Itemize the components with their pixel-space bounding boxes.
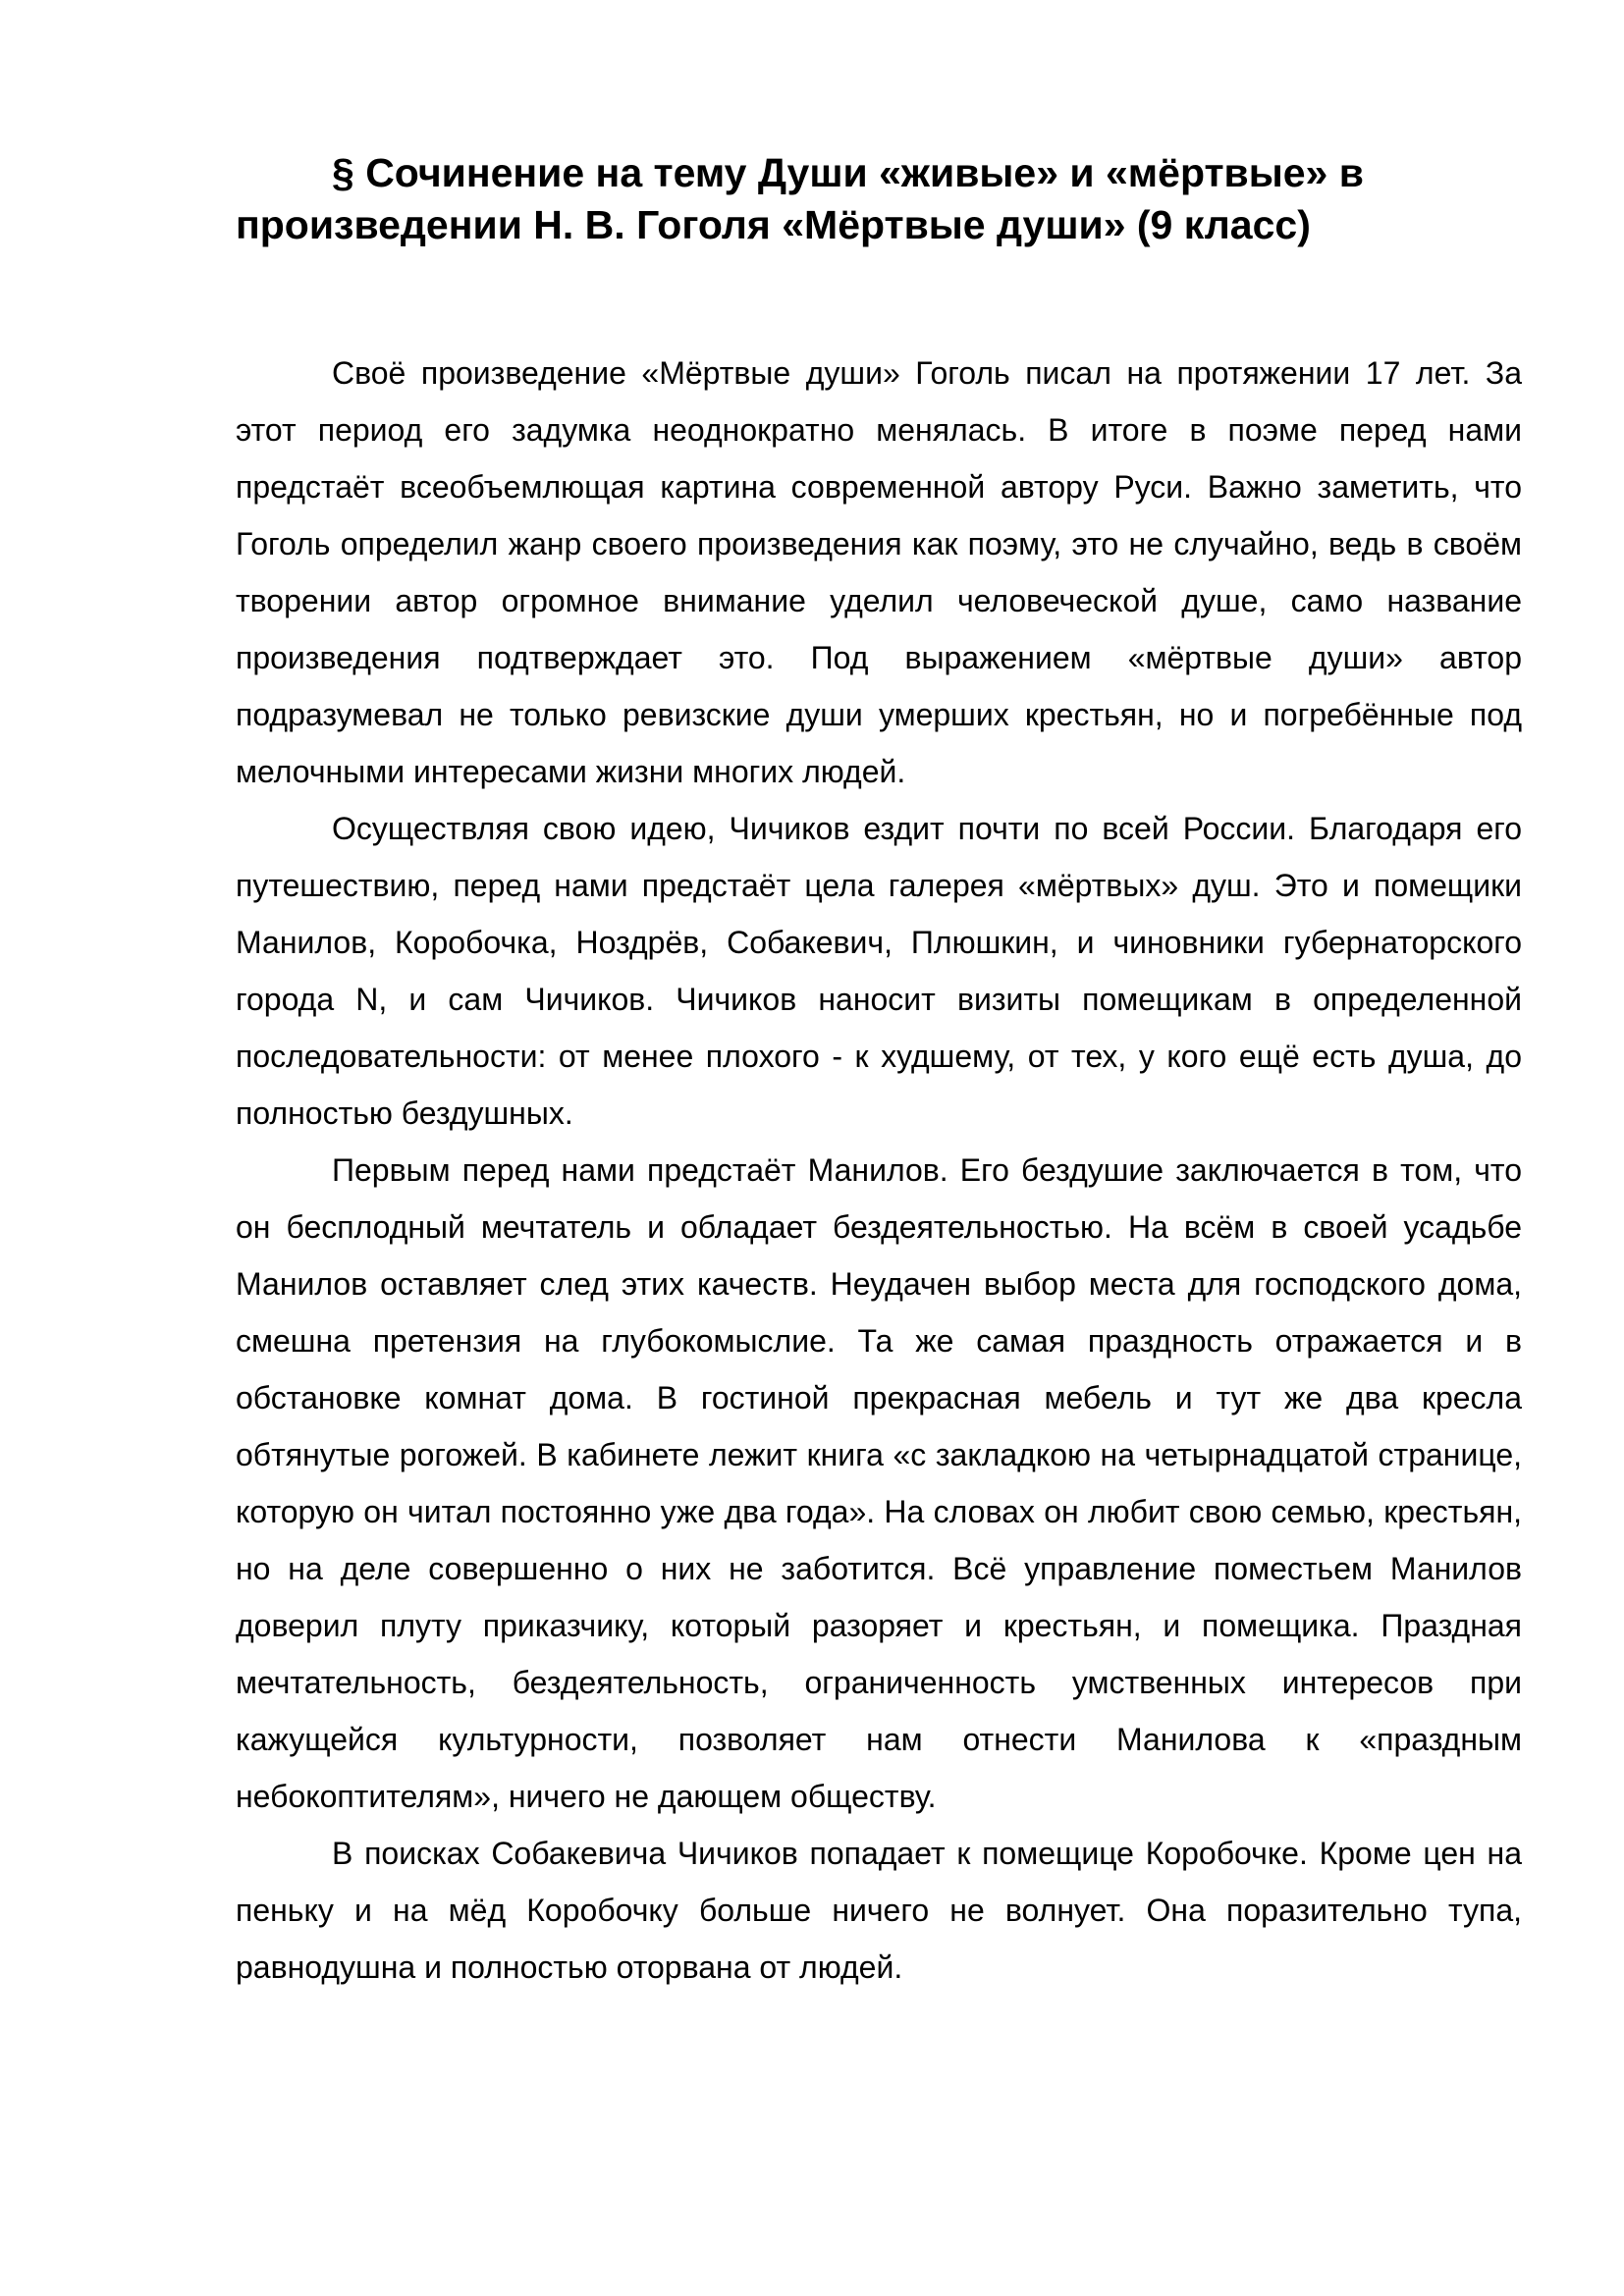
document-body (236, 345, 1522, 1996)
paragraph: Осуществляя свою идею, Чичиков ездит почти по всей России. Благодаря его путешествию, перед нами предстаёт цела галерея «мёртвых» душ. Это и помещики Манилов, Коробочка, Ноздрёв, Собакевич, Плюшкин, и чиновники губернаторского города N, и сам Чичиков. Чичиков наносит визиты помещикам в определенной последовательности: от менее плохого - к худшему, от тех, у кого ещё есть душа, до полностью бездушных. (236, 810, 1522, 1131)
paragraph: В поисках Собакевича Чичиков попадает к помещице Коробочке. Кроме цен на пеньку и на мёд Коробочку больше ничего не волнует. Она поразительно тупа, равнодушна и полностью оторвана от людей. (236, 1835, 1522, 1985)
paragraph: Первым перед нами предстаёт Манилов. Его бездушие заключается в том, что он бесплодный мечтатель и обладает бездеятельностью. На всём в своей усадьбе Манилов оставляет след этих качеств. Неудачен выбор места для господского дома, смешна претензия на глубокомыслие. Та же самая праздность отражается и в обстановке комнат дома. В гостиной прекрасная мебель и тут же два кресла обтянутые рогожей. В кабинете лежит книга «с закладкою на четырнадцатой странице, которую он читал постоянно уже два года». На словах он любит свою семью, крестьян, но на деле совершенно о них не заботится. Всё управление поместьем Манилов доверил плуту приказчику, который разоряет и крестьян, и помещика. Праздная мечтательность, бездеятельность, ограниченность умственных интересов при кажущейся культурности, позволяет нам отнести Манилова к «праздным небокоптителям», ничего не дающем обществу. (236, 1151, 1522, 1814)
document-title: § Сочинение на тему Души «живые» и «мёртвые» в произведении Н. В. Гоголя «Мёртвые души» (9 класс) (236, 150, 1364, 248)
paragraph: Своё произведение «Мёртвые души» Гоголь писал на протяжении 17 лет. За этот период его задумка неоднократно менялась. В итоге в поэме перед нами предстаёт всеобъемлющая картина современной автору Руси. Важно заметить, что Гоголь определил жанр своего произведения как поэму, это не случайно, ведь в своём творении автор огромное внимание уделил человеческой душе, само название произведения подтверждает это. Под выражением «мёртвые души» автор подразумевал не только ревизские души умерших крестьян, но и погребённые под мелочными интересами жизни многих людей. (236, 354, 1522, 789)
document-page (236, 147, 1522, 1996)
